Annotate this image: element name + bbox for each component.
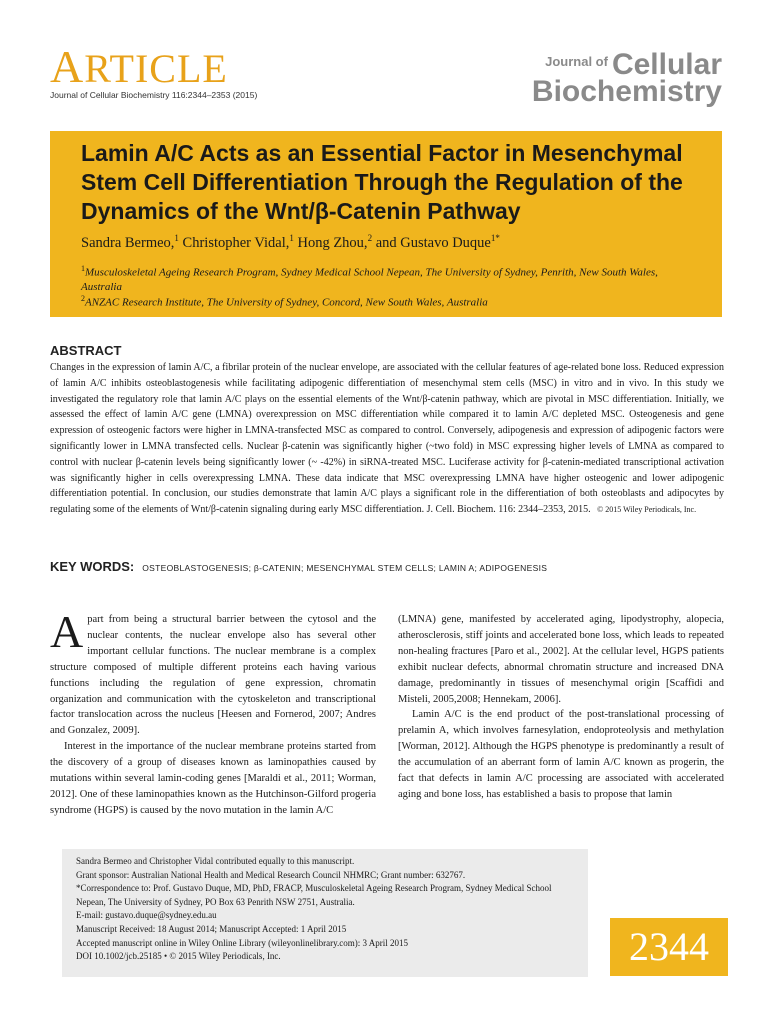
affiliation: $^1$Musculoskeletal Ageing Research Program, Sydney Medical School Nepean, The University of Sydney, Penrith, New South Wales, Australia xyxy=(81,264,658,293)
footnote: Sandra Bermeo and Christopher Vidal contributed equally to this manuscript. xyxy=(76,856,355,866)
body-column-right xyxy=(398,612,724,803)
footnote: *Correspondence to: Prof. Gustavo Duque, MD, PhD, FRACP, Musculoskeletal Ageing Research Program, Sydney Medical School Nepean, The University of Sydney, PO Box 63 Penrith NSW 2751, Australia. xyxy=(76,883,552,907)
article-type-label: ARTICLE xyxy=(50,41,228,92)
page-number: 2344 xyxy=(610,918,728,976)
footnote: Grant sponsor: Australian National Health and Medical Research Council NHMRC; Grant number: 632767. xyxy=(76,869,466,880)
footnote: Manuscript Received: 18 August 2014; Manuscript Accepted: 1 April 2015 xyxy=(76,923,347,934)
paragraph: Apart from being a structural barrier between the cytosol and the nuclear contents, the nuclear envelope also has several other important cellular functions. The nuclear membrane is a complex structure composed of multiple different proteins each having various functions including the regulation of gene expression, chromatin organization and communication with the cytoskeleton and transcriptional factor translocation across the nucleus [Heesen and Fornerod, 2007; Andres and Gonzalez, 2009]. xyxy=(50,606,376,737)
keywords-heading: KEY WORDS: xyxy=(50,559,135,574)
title-box xyxy=(50,131,722,317)
journal-logo-of: Journal of xyxy=(545,54,608,69)
footnote: Accepted manuscript online in Wiley Online Library (wileyonlinelibrary.com): 3 April 2015 xyxy=(76,937,409,948)
journal-logo-biochemistry: Biochemistry xyxy=(531,75,722,108)
affiliation: $^2$ANZAC Research Institute, The University of Sydney, Concord, New South Wales, Australia xyxy=(81,294,488,309)
footnote: DOI 10.1002/jcb.25185 • © 2015 Wiley Periodicals, Inc. xyxy=(76,951,281,962)
body-column-left xyxy=(50,606,376,819)
keywords-list: OSTEOBLASTOGENESIS; β-CATENIN; MESENCHYMAL STEM CELLS; LAMIN A; ADIPOGENESIS xyxy=(142,563,548,573)
abstract-copyright: © 2015 Wiley Periodicals, Inc. xyxy=(597,505,697,515)
author-list: Sandra Bermeo,$^1$ Christopher Vidal,$^1$ Hong Zhou,$^2$ and Gustavo Duque$^{1*}$ xyxy=(81,233,500,251)
footnote: E-mail: gustavo.duque@sydney.edu.au xyxy=(76,910,217,921)
article-title: Lamin A/C Acts as an Essential Factor in Mesenchymal Stem Cell Differentiation Through the Regulation of the Dynamics of the Wnt/β-Catenin Pathway xyxy=(81,140,683,224)
paragraph: (LMNA) gene, manifested by accelerated aging, lipodystrophy, alopecia, atherosclerosis, stiff joints and accelerated bone loss, which leads to repeated non-healing fractures [Paro et al., 2002]. At the cellular level, HGPS patients exhibit nuclear defects, abnormal chromatin structure and increased DNA damage, predominantly in tissues of mesenchymal origin [Scaffidi and Misteli, 2005,2008; Hennekam, 2006]. xyxy=(398,614,724,705)
footnotes-box xyxy=(62,849,588,977)
author: Sandra Bermeo, xyxy=(81,234,175,251)
paragraph: Lamin A/C is the end product of the post-translational processing of prelamin A, which involves farnesylation, endoproteolysis and methylation [Worman, 2012]. Although the HGPS phenotype is predominantly a result of the accumulation of an aberrant form of lamin A/C known as progerin, the fact that defects in lamin A/C processing are associated with accelerated aging and bone loss, has established a basis to propose that lamin xyxy=(398,709,724,800)
author: and Gustavo Duque xyxy=(375,234,491,251)
journal-logo xyxy=(532,50,722,107)
drop-cap: A xyxy=(50,606,84,657)
abstract-text: Changes in the expression of lamin A/C, a fibrilar protein of the nuclear envelope, are associated with the cellular features of age-related bone loss. Reduced expression of lamin A/C inhibits osteoblastogenesis while facilitating adipogenic differentiation of mesenchymal stem cells (MSC) in vitro and in vivo. In this study we investigated the regulatory role that lamin A/C plays on the essential elements of the Wnt/β-catenin pathway, which are pivotal in MSC differentiation. Initially, we assessed the effect of lamin A/C gene (LMNA) overexpression on MSC differentiation while compared it to lamin A/C depleted MSC. Osteogenesis and gene expression of osteogenic factors were higher in LMNA-transfected MSC as compared to control. Conversely, adipogenesis and expression of adipogenic factors were significantly lower in LMNA transfected cells. Nuclear β-catenin was significantly higher (~two fold) in MSC expressing higher levels of LMNA as compared to control with nuclear β-catenin levels being significantly lower (~ -42%) in siRNA-treated MSC. Luciferase activity for β-catenin-mediated transcriptional activation was significantly higher in cells overexpressing LMNA. These data indicate that MSC overexpressing LMNA have higher osteogenic and lower adipogenic differentiation potential. In conclusion, our studies demonstrate that lamin A/C plays a significant role in the differentiation of both osteoblasts and adipocytes by regulating some of the elements of Wnt/β-catenin signaling during early MSC differentiation. J. Cell. Biochem. 116: 2344–2353, 2015. © 2015 Wiley Periodicals, Inc. xyxy=(50,362,724,516)
author: Christopher Vidal, xyxy=(182,234,290,251)
journal-logo-cellular: Cellular xyxy=(611,48,722,81)
keywords xyxy=(50,558,730,576)
abstract-heading: ABSTRACT xyxy=(50,343,122,358)
paragraph: Interest in the importance of the nuclear membrane proteins started from the discovery of a group of diseases known as laminopathies caused by mutations within several lamin-coding genes [Maraldi et al., 2011; Worman, 2012]. One of these laminopathies known as the Hutchinson-Gilford progeria syndrome (HGPS) is caused by the novo mutation in the lamin A/C xyxy=(50,741,376,816)
author: Hong Zhou, xyxy=(297,234,368,251)
citation: Journal of Cellular Biochemistry 116:2344–2353 (2015) xyxy=(50,90,258,100)
